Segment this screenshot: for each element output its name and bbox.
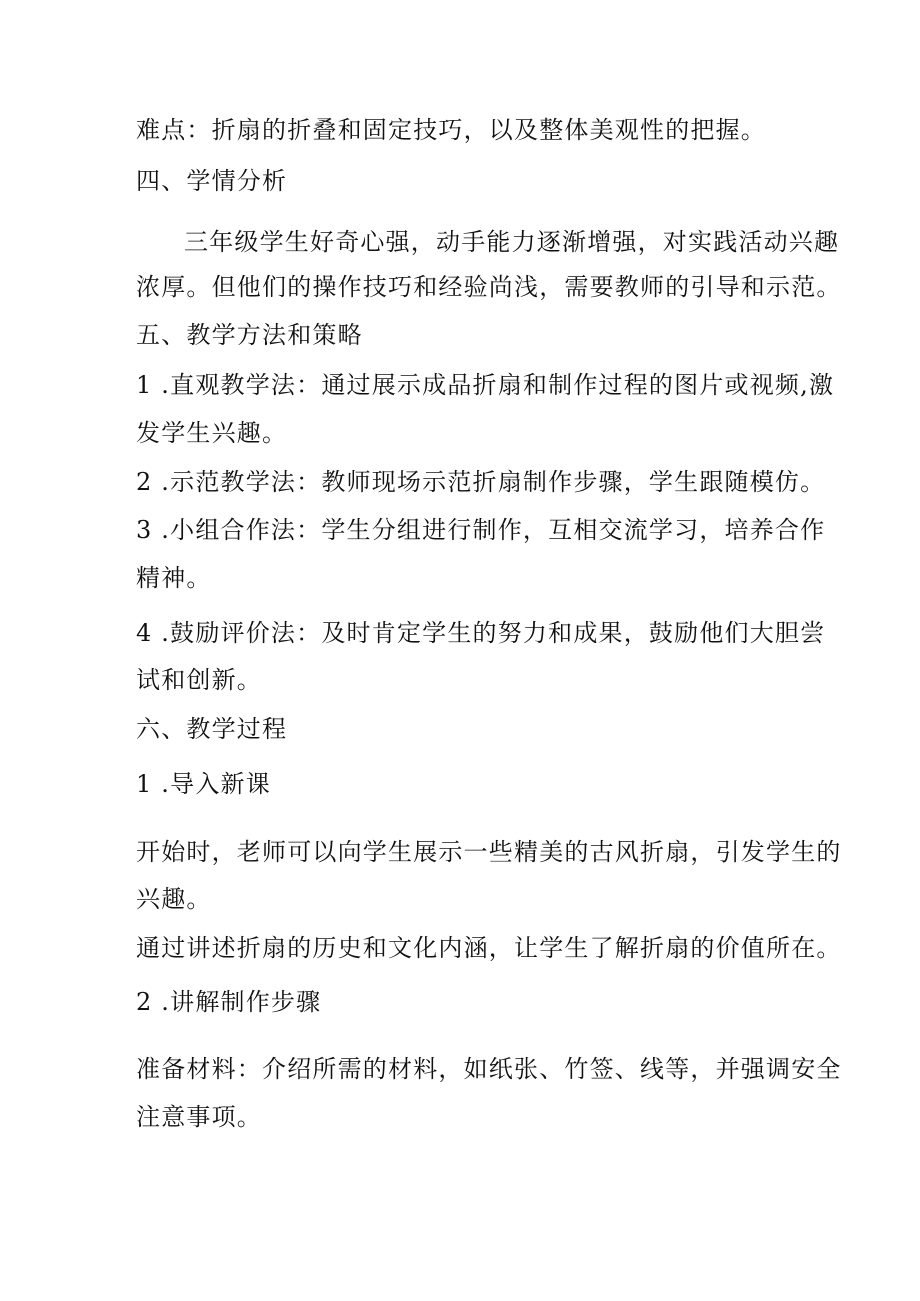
section-heading-student-analysis: 四、学情分析 <box>136 167 288 195</box>
subheading-line: 2 .讲解制作步骤 <box>136 988 322 1016</box>
difficulty-line: 难点：折扇的折叠和固定技巧，以及整体美观性的把握。 <box>136 116 766 144</box>
section-heading-process: 六、教学过程 <box>136 715 288 743</box>
paragraph-line: 注意事项。 <box>136 1103 262 1131</box>
list-item-line: 2 .示范教学法：教师现场示范折扇制作步骤，学生跟随模仿。 <box>136 468 826 496</box>
list-item-line: 发学生兴趣。 <box>136 419 288 447</box>
paragraph-line: 准备材料：介绍所需的材料，如纸张、竹签、线等，并强调安全 <box>136 1055 842 1083</box>
list-item-line: 精神。 <box>136 564 212 592</box>
list-item-line: 4 .鼓励评价法：及时肯定学生的努力和成果，鼓励他们大胆尝 <box>136 619 826 647</box>
paragraph-line: 开始时，老师可以向学生展示一些精美的古风折扇，引发学生的 <box>136 838 842 866</box>
paragraph-line: 兴趣。 <box>136 885 212 913</box>
list-item-line: 1 .直观教学法：通过展示成品折扇和制作过程的图片或视频,激 <box>136 371 835 399</box>
paragraph-line: 通过讲述折扇的历史和文化内涵，让学生了解折扇的价值所在。 <box>136 934 842 962</box>
list-item-line: 试和创新。 <box>136 666 262 694</box>
section-heading-methods: 五、教学方法和策略 <box>136 321 363 349</box>
paragraph-line: 浓厚。但他们的操作技巧和经验尚浅，需要教师的引导和示范。 <box>136 273 842 301</box>
subheading-line: 1 .导入新课 <box>136 770 271 798</box>
paragraph-line: 三年级学生好奇心强，动手能力逐渐增强，对实践活动兴趣 <box>184 228 840 256</box>
list-item-line: 3 .小组合作法：学生分组进行制作，互相交流学习，培养合作 <box>136 516 826 544</box>
